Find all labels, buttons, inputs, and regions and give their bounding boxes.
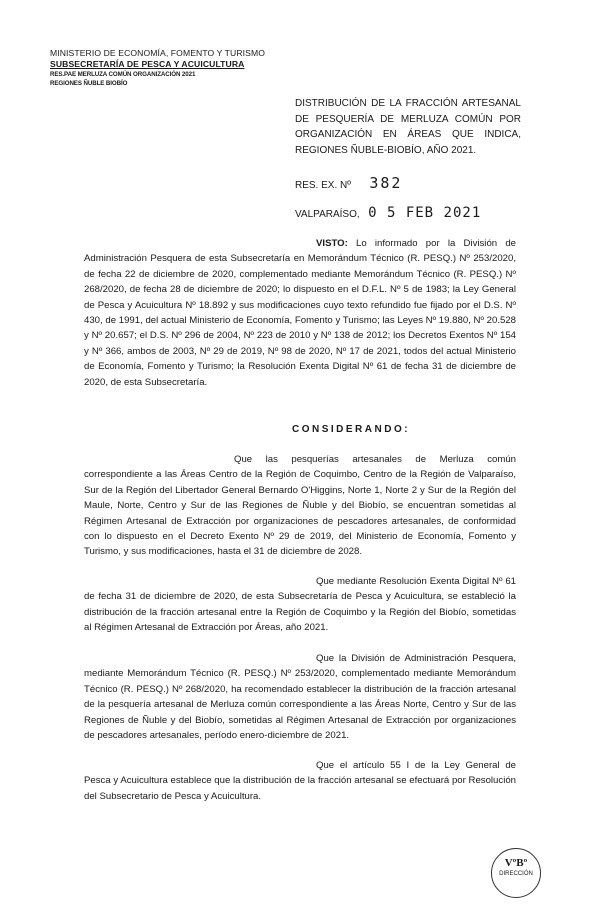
reference-line-1: RES.PAE MERLUZA COMÚN ORGANIZACIÓN 2021 <box>50 71 196 78</box>
considerando-paragraph-4 <box>84 758 516 804</box>
visto-paragraph <box>84 236 516 390</box>
considerando-text-3: Que la División de Administración Pesquera, mediante Memorándum Técnico (R. PESQ.) Nº 253/2020, complementado mediante Memorándum Técnico (R. PESQ.) Nº 268/2020, ha recomendado establecer la distribución de la fracción artesanal de la pesquería artesanal de Merluza común correspondiente a las Áreas Norte, Centro y Sur de las Regiones de Ñuble y del Biobío, sometidas al Régimen Artesanal de Extracción por organizaciones de pescadores artesanales, período enero-diciembre de 2021. <box>84 653 516 742</box>
considerando-paragraph-2 <box>84 574 516 636</box>
visto-label: VISTO: <box>316 238 348 249</box>
resolution-number-line <box>295 174 495 193</box>
considerando-heading: CONSIDERANDO: <box>292 424 411 435</box>
considerando-text-1: Que las pesquerías artesanales de Merluza común correspondiente a las Áreas Centro de la Región de Coquimbo, Centro de la Región de Valparaíso, Sur de la Región del Libertador General Bernardo O'Higgins, Norte 1, Norte 2 y Sur de la Región del Maule, Norte, Centro y Sur de las Regiones de Ñuble y del Biobío, se encuentran sometidas al Régimen Artesanal de Extracción por organizaciones de pescadores artesanales, de conformidad con lo dispuesto en el Decreto Exento Nº 29 de 2019, del Ministerio de Economía, Fomento y Turismo, y sus modificaciones, hasta el 31 de diciembre de 2028. <box>84 454 516 558</box>
approval-stamp <box>491 848 541 898</box>
considerando-text-4: Que el artículo 55 I de la Ley General de Pesca y Acuicultura establece que la distribución de la fracción artesanal se efectuará por Resolución del Subsecretario de Pesca y Acuicultura. <box>84 760 516 802</box>
considerando-paragraph-1 <box>84 452 516 560</box>
stamp-vobo: VºBº <box>504 857 528 869</box>
considerando-paragraph-3 <box>84 651 516 743</box>
resolution-number: 382 <box>369 174 403 192</box>
reference-line-2: REGIONES ÑUBLE BIOBÍO <box>50 80 128 87</box>
place: VALPARAÍSO, <box>295 209 360 220</box>
stamp-sub: DIRECCIÓN <box>499 871 533 877</box>
document-title: DISTRIBUCIÓN DE LA FRACCIÓN ARTESANAL DE PESQUERÍA DE MERLUZA COMÚN POR ORGANIZACIÓN EN ÁREAS QUE INDICA, REGIONES ÑUBLE-BIOBÍO, AÑO 2021. <box>295 98 521 156</box>
date-stamp: 0 5 FEB 2021 <box>368 205 482 221</box>
considerando-text-2: Que mediante Resolución Exenta Digital Nº 61 de fecha 31 de diciembre de 2020, de esta Subsecretaría de Pesca y Acuicultura, se estableció la distribución de la fracción artesanal entre la Región de Coquimbo y la Región del Biobío, sometidas al Régimen Artesanal de Extracción por Áreas, año 2021. <box>84 576 516 634</box>
letterhead <box>50 48 280 88</box>
subsecretaria-name: SUBSECRETARÍA DE PESCA Y ACUICULTURA <box>50 59 245 69</box>
ministry-name: MINISTERIO DE ECONOMÍA, FOMENTO Y TURISMO <box>50 48 265 58</box>
place-date-line <box>295 204 525 222</box>
resolution-label: RES. EX. Nº <box>295 180 351 191</box>
visto-text: Lo informado por la División de Administración Pesquera de esta Subsecretaría en Memorándum Técnico (R. PESQ.) Nº 253/2020, de fecha 22 de diciembre de 2020, complementado mediante Memorándum Técnico (R. PESQ.) Nº 268/2020, de fecha 28 de diciembre de 2020; lo dispuesto en el D.F.L. Nº 5 de 1983; la Ley General de Pesca y Acuicultura Nº 18.892 y sus modificaciones cuyo texto refundido fue fijado por el D.S. Nº 430, de 1991, del actual Ministerio de Economía, Fomento y Turismo; las Leyes Nº 19.880, Nº 20.528 y Nº 20.657; el D.S. Nº 296 de 2004, Nº 223 de 2010 y Nº 138 de 2012; los Decretos Exentos Nº 154 y Nº 366, ambos de 2003, Nº 29 de 2019, Nº 98 de 2020, Nº 17 de 2021, todos del actual Ministerio de Economía, Fomento y Turismo; la Resolución Exenta Digital Nº 61 de fecha 31 de diciembre de 2020, de esta Subsecretaría. <box>84 238 516 388</box>
